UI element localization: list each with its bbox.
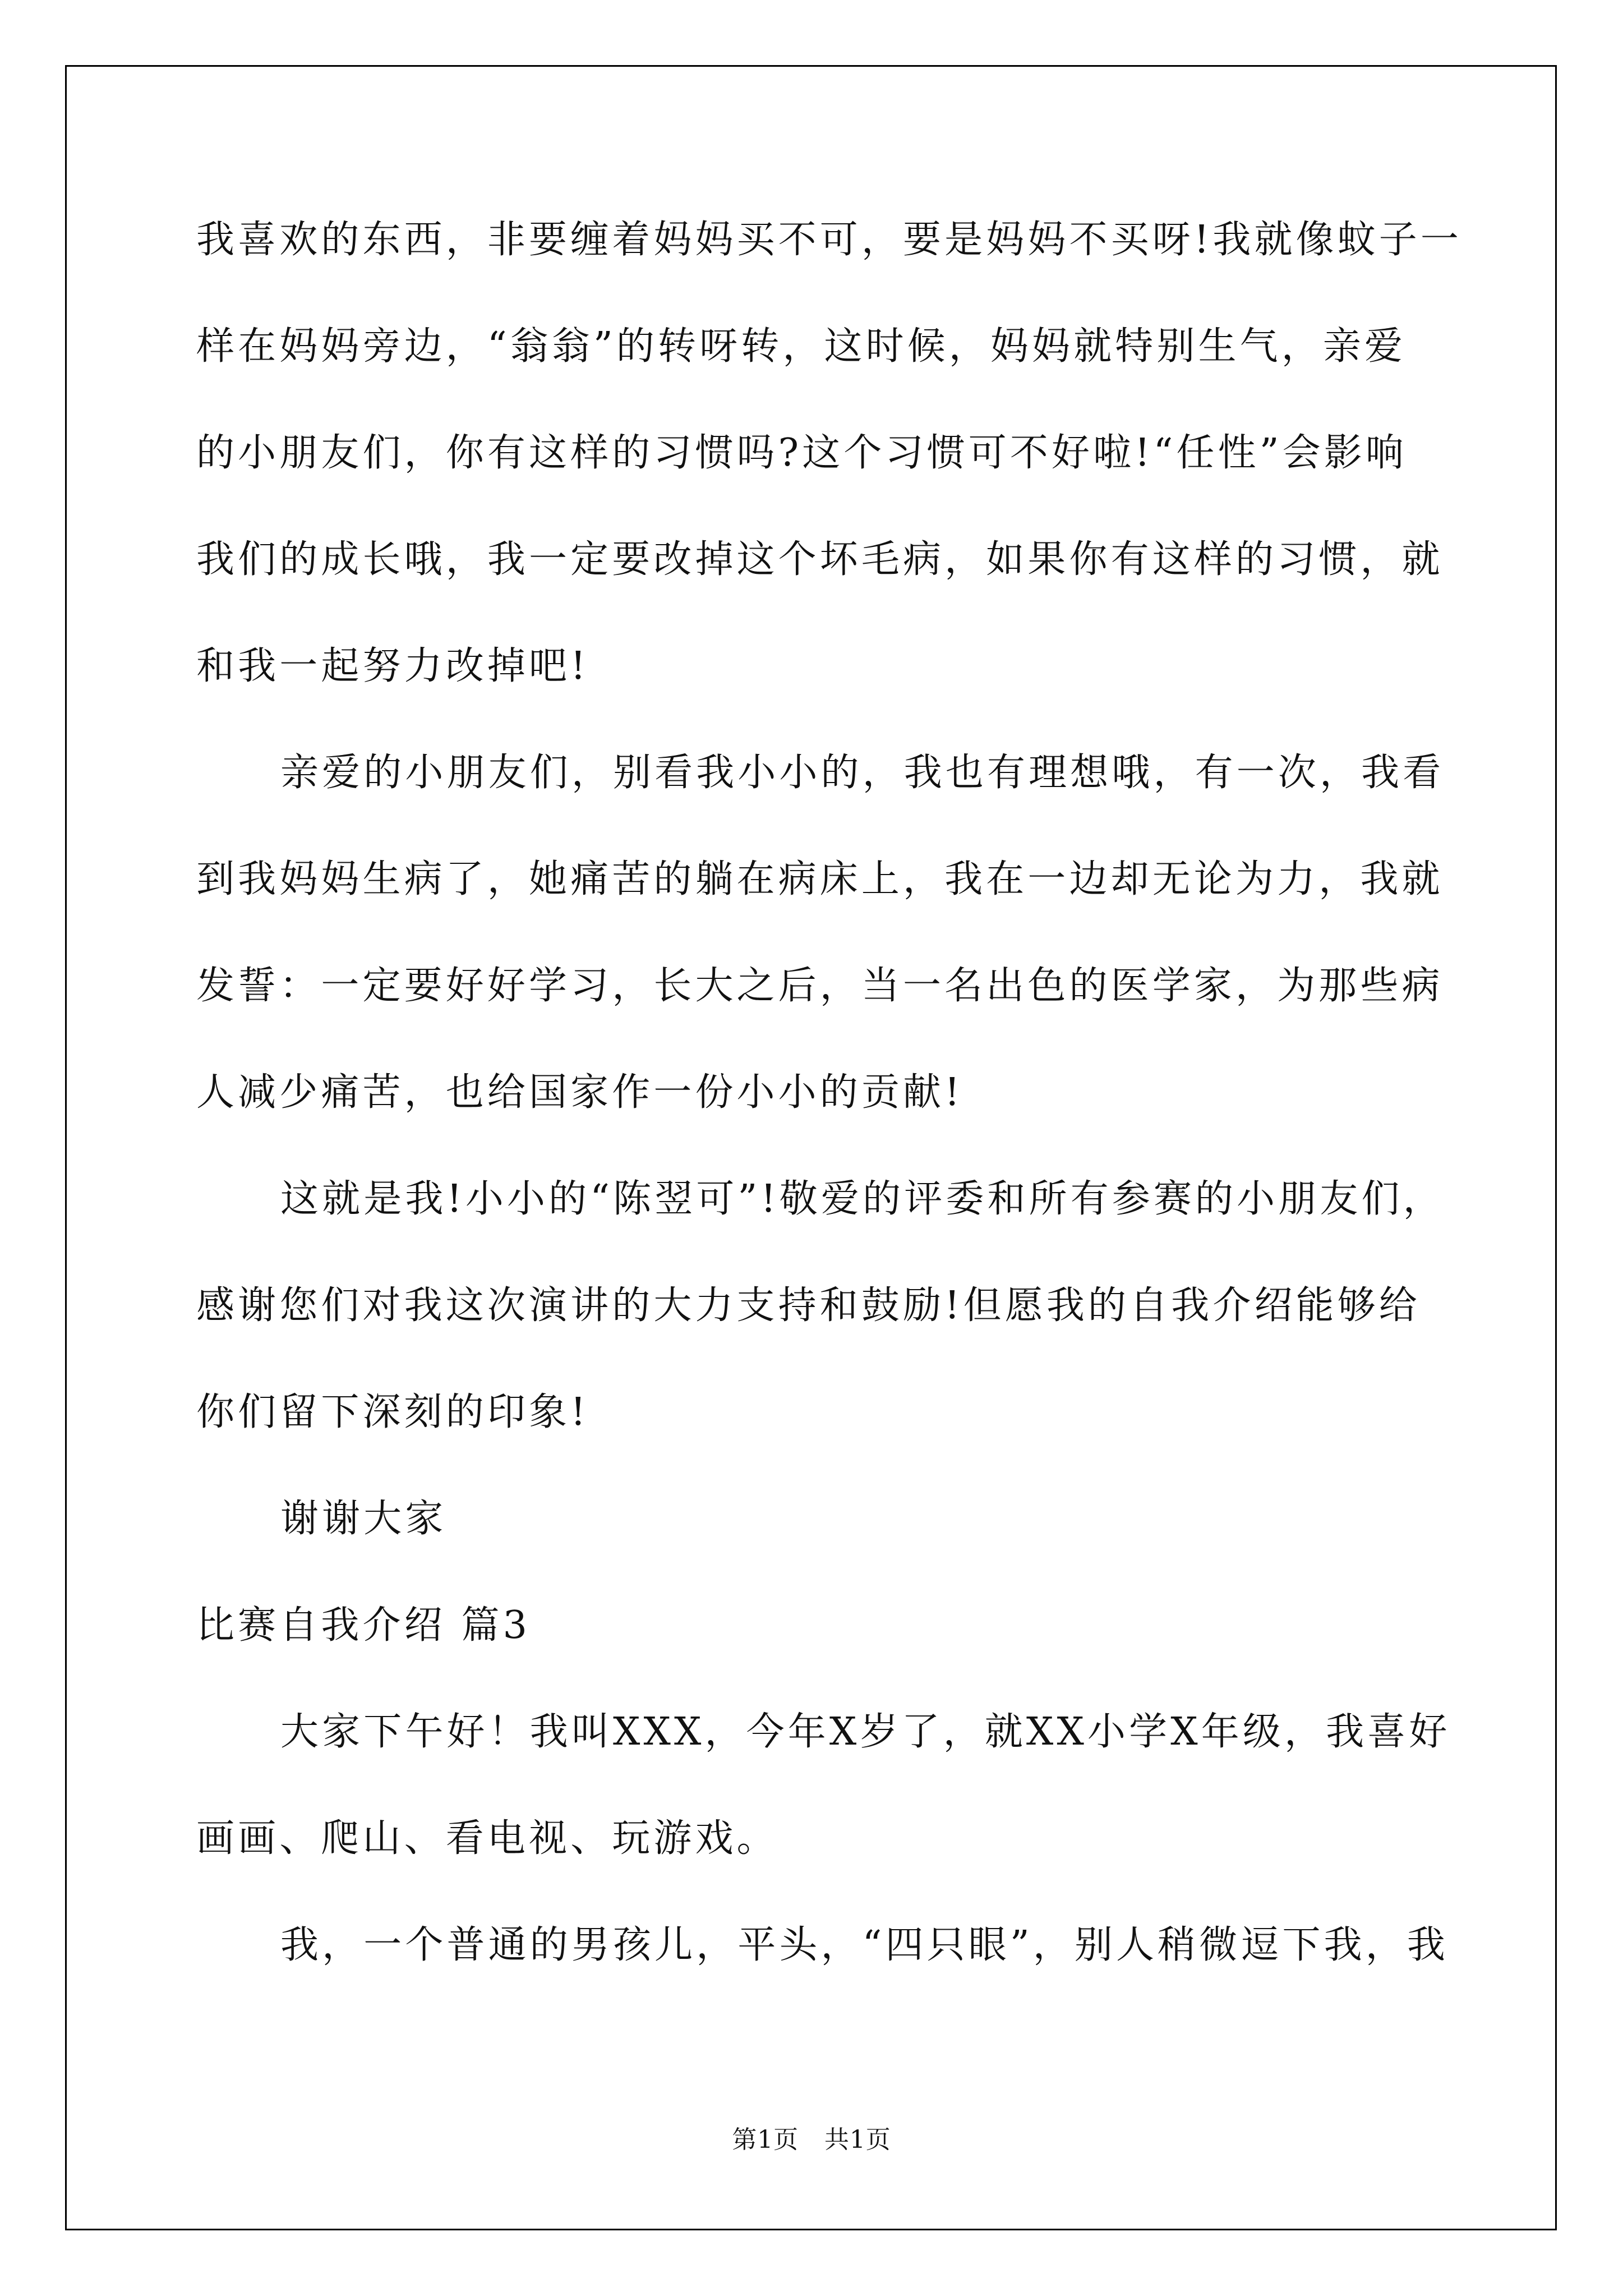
document-body (196, 213, 1463, 2025)
text-line-10: 这就是我!小小的“陈翌可”!敬爱的评委和所有参赛的小朋友们， (280, 1177, 1445, 1221)
text-line-3: 的小朋友们，你有这样的习惯吗?这个习惯可不好啦!“任性”会影响 (196, 431, 1408, 475)
text-line-5: 和我一起努力改掉吧! (196, 644, 589, 688)
text-line-6: 亲爱的小朋友们，别看我小小的，我也有理想哦，有一次，我看 (280, 751, 1445, 795)
page-number: 第1页 (732, 2125, 799, 2154)
section-heading: 比赛自我介绍 篇3 (196, 1603, 531, 1648)
text-line-15: 大家下午好！我叫XXX，今年X岁了，就XX小学X年级，我喜好 (280, 1710, 1451, 1754)
text-line-16: 画画、爬山、看电视、玩游戏。 (196, 1816, 778, 1861)
text-line-13: 谢谢大家 (280, 1497, 447, 1541)
text-line-11: 感谢您们对我这次演讲的大力支持和鼓励!但愿我的自我介绍能够给 (196, 1283, 1421, 1328)
text-line-8: 发誓：一定要好好学习，长大之后，当一名出色的医学家，为那些病 (196, 964, 1444, 1008)
text-line-17: 我，一个普通的男孩儿，平头，“四只眼”，别人稍微逗下我，我 (280, 1923, 1449, 1967)
page-total: 共1页 (824, 2125, 891, 2154)
page-footer (0, 2123, 1623, 2157)
text-line-4: 我们的成长哦，我一定要改掉这个坏毛病，如果你有这样的习惯，就 (196, 537, 1444, 582)
text-line-1: 我喜欢的东西，非要缠着妈妈买不可，要是妈妈不买呀!我就像蚊子一 (196, 218, 1463, 262)
text-line-2: 样在妈妈旁边，“翁翁”的转呀转，这时候，妈妈就特别生气，亲爱 (196, 324, 1407, 369)
text-line-12: 你们留下深刻的印象! (196, 1390, 589, 1434)
text-line-9: 人减少痛苦，也给国家作一份小小的贡献! (196, 1070, 963, 1115)
text-line-7: 到我妈妈生病了，她痛苦的躺在病床上，我在一边却无论为力，我就 (196, 857, 1444, 901)
